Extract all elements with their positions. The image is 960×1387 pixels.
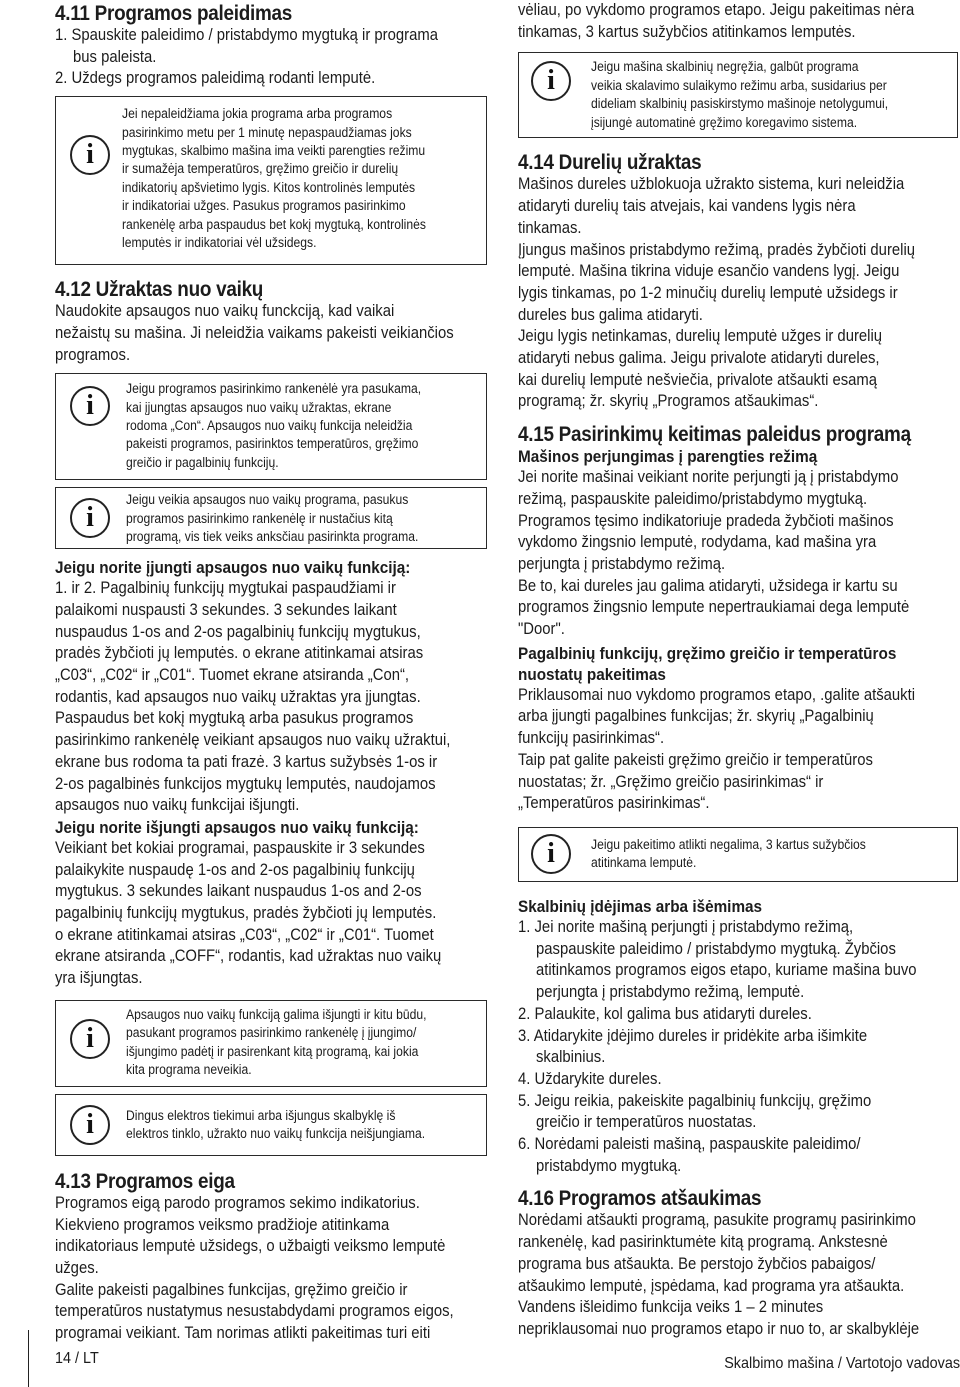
info-text-line: veikia skalavimo sulaikymo režimu arba, susidarius per (591, 77, 887, 93)
info-text-line: rodoma „Con“. Apsaugos nuo vaikų funkcija neleidžia (126, 418, 413, 434)
text-line: 1. ir 2. Pagalbinių funkcijų mygtukai paspaudžiami ir (55, 579, 396, 598)
footer-divider (28, 1330, 29, 1387)
list (518, 917, 958, 1177)
info-text-line: mygtukas, skalbimo mašina ima veikti parengties režimu (122, 142, 426, 158)
left-column (55, 0, 485, 1345)
info-text-line: kita programa neveikia. (126, 1062, 252, 1078)
info-text-line: dideliam skalbinių pasiskirstymo mašinoje netolygumui, (591, 96, 889, 112)
info-box (55, 1094, 487, 1156)
text-line: vėliau, po vykdomo programos etapo. Jeigu pakeitimas nėra (518, 1, 915, 19)
text-line: vykdomo žingsnio lemputė, rodydama, kad mašina yra (518, 533, 877, 552)
text-line: indikatoriaus lemputė užsidegs, o užbaigti veiksmo lemputė (55, 1237, 446, 1256)
list-item-cont: paspauskite paleidimo / pristabdymo mygtuką. Žybčios (536, 939, 896, 958)
text-line: atšaukimo lemputė, įspėdama, kad programa yra atšaukta. (518, 1276, 905, 1295)
text-line: Jeigu lygis netinkamas, durelių lemputė užges ir durelių (518, 327, 883, 346)
text-line: Mašinos dureles užblokuoja užrakto sistema, kuri neleidžia (518, 175, 905, 194)
text-line: pradės žybčioti jų lemputės. o ekrane atitinkamai atsiras (55, 644, 424, 663)
info-box (55, 487, 487, 549)
text-line: rankenėlę, kad pasirinktumėte kitą programą. Ankstesnė (518, 1233, 888, 1252)
info-text-line: pakeisti programos, pasirinktos temperatūros, gręžimo (126, 436, 419, 452)
text-line: Naudokite apsaugos nuo vaikų funckciją, kad vaikai (55, 302, 395, 321)
list-item-cont: skalbinius. (536, 1048, 606, 1067)
info-text-line: Jei nepaleidžiama jokia programa arba programos (122, 106, 393, 122)
text-line: ekrane bus rodoma ta pati frazė. 3 kartus sužybsės 1-os ir (55, 752, 438, 771)
list-item-cont: pristabdymo mygtuką. (536, 1156, 682, 1175)
text-line: bus paleista. (73, 47, 157, 66)
text-line: temperatūros nustatymus nesustabdydami programos eigos, (55, 1302, 454, 1321)
text-line: Paspaudus bet kokį mygtuką arba pasukus programos (55, 709, 414, 728)
info-text-line: Jeigu programos pasirinkimo rankenėlė yra pasukama, (126, 381, 422, 397)
text-line: „C03“, „C02“ ir „C01“. Tuomet ekrane atsiranda „Con“, (55, 666, 410, 685)
text-line: Programos eigą parodo programos sekimo indikatorius. (55, 1193, 420, 1212)
section-4-13-title: 4.13 Programos eiga (55, 1169, 235, 1193)
info-text-line: lemputės ir indikatoriai vėl užsidegs. (122, 234, 317, 250)
subsection-title: nuostatų pakeitimas (518, 664, 666, 684)
subsection-title: Skalbinių įdėjimas arba išėmimas (518, 896, 763, 916)
text-line: mygtukus. 3 sekundes laikant nuspaudus 1-os and 2-os (55, 882, 422, 901)
info-text-line: Jeigu mašina skalbinių negręžia, galbūt programa (591, 59, 859, 75)
text-line: programos žingsnio lempute nepertraukiamai dega lemputė (518, 598, 910, 617)
info-icon: i (531, 834, 571, 874)
info-text-line: programos pasirinkimo rankenėlę ir nustačius kitą (126, 510, 393, 526)
info-icon: i (70, 498, 110, 538)
text-line: Norėdami atšaukti programą, pasukite programų pasirinkimo (518, 1211, 916, 1230)
section-4-16-title: 4.16 Programos atšaukimas (518, 1187, 762, 1211)
info-text-line: atitinkama lemputė. (591, 855, 697, 871)
text-line: perjungta į pristabdymo režimą. (518, 554, 726, 573)
text-line: programą; žr. skyrių „Programos atšaukimas“. (518, 392, 819, 411)
text-line: Vandens išleidimo funkcija veiks 1 – 2 minutes (518, 1298, 824, 1317)
text-line: Įjungus mašinos pristabdymo režimą, pradės žybčioti durelių (518, 240, 916, 259)
text-line: pagalbinių funkcijų mygtukus, pradės žybčioti jų lemputės. (55, 904, 437, 923)
child-lock-off-title: Jeigu norite išjungti apsaugos nuo vaikų funkciją: (55, 817, 419, 837)
text-line: arba įjungti pagalbines funkcijas; žr. skyrių „Pagalbinių (518, 707, 874, 726)
info-text-line: Apsaugos nuo vaikų funkciją galima išjungti ir kitu būdu, (126, 1006, 427, 1022)
text-line: nuostatas; žr. „Gręžimo greičio pasirinkimas“ ir (518, 772, 824, 791)
info-icon: i (70, 1019, 110, 1059)
info-icon: i (70, 386, 110, 426)
text-line: kai durelių lemputė nešviečia, privalote atšaukti esamą (518, 370, 878, 389)
info-box (518, 52, 958, 138)
text-line: Jei norite mašinai veikiant norite perjungti ją į pristabdymo (518, 468, 899, 487)
info-text-line: išjungimo padėtį ir pasirenkant kitą programą, kai jokia (126, 1043, 419, 1059)
list-item: 2. Palaukite, kol galima bus atidaryti dureles. (518, 1004, 812, 1023)
list-item-cont: atitinkamos programos eigos etapo, kuriame mašina buvo (536, 961, 917, 980)
right-column (518, 0, 958, 1341)
info-text-line: elektros tinklo, užrakto nuo vaikų funkcija neišjungiama. (126, 1126, 426, 1142)
list-item: 5. Jeigu reikia, pakeiskite pagalbinių funkcijų, gręžimo (518, 1091, 872, 1110)
list-item: 4. Uždarykite dureles. (518, 1069, 662, 1088)
text-line: pasirinkimo rankenėlę veikiant apsaugos nuo vaikų užraktui, (55, 731, 451, 750)
text-line: atidaryti durelių tais atvejais, kai vandens lygis nėra (518, 197, 856, 216)
text-line: rodantis, kad apsaugos nuo vaikų užraktas yra įjungtas. (55, 687, 421, 706)
text-line: programai veikiant. Tam norimas atlikti pakeitimas turi eiti (55, 1324, 431, 1343)
info-box (55, 1000, 487, 1087)
document-title: Skalbimo mašina / Vartotojo vadovas (724, 1355, 960, 1372)
info-text-line: Dingus elektros tiekimui arba išjungus skalbyklę iš (126, 1107, 396, 1123)
text-line: Priklausomai nuo vykdomo programos etapo, .galite atšaukti (518, 685, 916, 704)
list-item: 1. Jei norite mašiną perjungti į pristabdymo režimą, (518, 917, 854, 936)
info-icon: i (70, 1105, 110, 1145)
page-number: 14 / LT (55, 1350, 99, 1367)
text-line: 1. Spauskite paleidimo / pristabdymo mygtuką ir programa (55, 26, 438, 44)
text-line: apsaugos nuo vaikų funkcijai išjungti. (55, 796, 300, 815)
section-4-11-title: 4.11 Programos paleidimas (55, 2, 292, 25)
text-line: atidaryti nebus galima. Jeigu privalote atidaryti dureles, (518, 349, 880, 368)
list-item: 3. Atidarykite įdėjimo dureles ir pridėkite arba išimkite (518, 1026, 868, 1045)
text-line: tinkamas, 3 kartus sužybčios atitinkamos lemputės. (518, 22, 856, 41)
section-4-12-title: 4.12 Užraktas nuo vaikų (55, 278, 264, 302)
text-line: lygis tinkamas, po 1-2 minučių durelių lemputė užsidegs ir (518, 283, 898, 302)
subsection-title: Pagalbinių funkcijų, gręžimo greičio ir temperatūros (518, 643, 897, 663)
list-item: 6. Norėdami paleisti mašiną, paspauskite paleidimo/ (518, 1135, 861, 1154)
info-text-line: įsijungė automatinė gręžimo koregavimo sistema. (591, 114, 858, 130)
info-text-line: ir sumažėja temperatūros, gręžimo greičio ir durelių (122, 161, 399, 177)
text-line: nuspaudus 1-os and 2-os pagalbinių funkcijų mygtukus, (55, 622, 421, 641)
text-line: palaikomi nuspausti 3 sekundes. 3 sekundes laikant (55, 600, 397, 619)
text-line: „Temperatūros pasirinkimas“. (518, 794, 710, 813)
text-line: nepriklausomai nuo programos etapo ir nuo to, ar skalbyklėje (518, 1319, 920, 1338)
info-text-line: rankenėlę arba paspaudus bet kokį mygtuką, kontrolinės (122, 216, 426, 232)
text-line: tinkamas. (518, 218, 582, 237)
info-text-line: pasukant programos pasirinkimo rankenėlę į įjungimo/ (126, 1025, 417, 1041)
section-4-15-title: 4.15 Pasirinkimų keitimas paleidus programą (518, 423, 911, 447)
text-line: funkcijų pasirinkimas“. (518, 729, 665, 748)
subsection-title: Mašinos perjungimas į parengties režimą (518, 447, 818, 467)
info-text-line: pasirinkimo metu per 1 minutę nepaspaudžiamas joks (122, 124, 412, 140)
text-line: programa bus atšaukta. Be perstojo žybčios pabaigos/ (518, 1254, 876, 1273)
text-line: lemputė. Mašina tikrina viduje esančio vandens lygį. Jeigu (518, 262, 900, 281)
text-line: nežaistų su mašina. Ji neleidžia vaikams pakeisti veikiančios (55, 323, 454, 342)
text-line: dureles bus galima atidaryti. (518, 305, 703, 324)
info-box (55, 373, 487, 480)
info-text-line: kai įjungtas apsaugos nuo vaikų užraktas, ekrane (126, 399, 392, 415)
info-text-line: Jeigu veikia apsaugos nuo vaikų programa, pasukus (126, 492, 409, 508)
text-line: Veikiant bet kokiai programai, paspauskite ir 3 sekundes (55, 838, 425, 857)
text-line: o ekrane atitinkamai atsiras „C03“, „C02“ ir „C01“. Tuomet (55, 925, 434, 944)
info-text-line: greičio ir pagalbinių funkcijų. (126, 454, 279, 470)
text-line: ekrane atsiranda „COFF“, rodantis, kad užraktas nuo vaikų (55, 947, 442, 966)
info-icon: i (531, 61, 571, 101)
info-text-line: Jeigu pakeitimo atlikti negalima, 3 kartus sužybčios (591, 836, 866, 852)
info-box (518, 827, 958, 882)
text-line: Be to, kai dureles jau galima atidaryti, užsidega ir kartu su (518, 576, 898, 595)
text-line: palaikykite nuspaudę 1-os and 2-os pagalbinių funkcijų (55, 860, 415, 879)
text-line: 2. Uždegs programos paleidimą rodanti lemputė. (55, 69, 376, 88)
text-line: Taip pat galite pakeisti gręžimo greičio ir temperatūros (518, 750, 873, 769)
text-line: "Door". (518, 620, 565, 639)
info-text-line: programą, vis tiek veiks anksčiau pasirinkta programa. (126, 529, 419, 545)
info-icon: i (70, 135, 110, 175)
text-line: Galite pakeisti pagalbines funkcijas, gręžimo greičio ir (55, 1280, 408, 1299)
text-line: 2-os pagalbinės funkcijos mygtukų lemputės, naudojamos (55, 774, 436, 793)
info-box (55, 96, 487, 265)
text-line: režimą, paspauskite paleidimo/pristabdymo mygtuką. (518, 489, 868, 508)
list-item-cont: greičio ir temperatūros nuostatas. (536, 1113, 757, 1132)
text-line: yra išjungtas. (55, 969, 143, 988)
text-line: užges. (55, 1258, 99, 1277)
list-item-cont: perjungta į pristabdymo režimą, lemputė. (536, 983, 805, 1002)
text-line: programos. (55, 345, 131, 364)
info-text-line: ir indikatoriai užges. Pasukus programos pasirinkimo (122, 198, 406, 214)
text-line: Programos tęsimo indikatoriuje pradeda žybčioti mašinos (518, 511, 894, 530)
child-lock-on-title: Jeigu norite įjungti apsaugos nuo vaikų funkciją: (55, 558, 411, 578)
text-line: Kiekvieno programos veiksmo pradžioje atitinkama (55, 1215, 390, 1234)
info-text-line: indikatorių apšvietimo lygis. Kitos kontrolinės lemputės (122, 179, 416, 195)
section-4-14-title: 4.14 Durelių užraktas (518, 151, 702, 175)
